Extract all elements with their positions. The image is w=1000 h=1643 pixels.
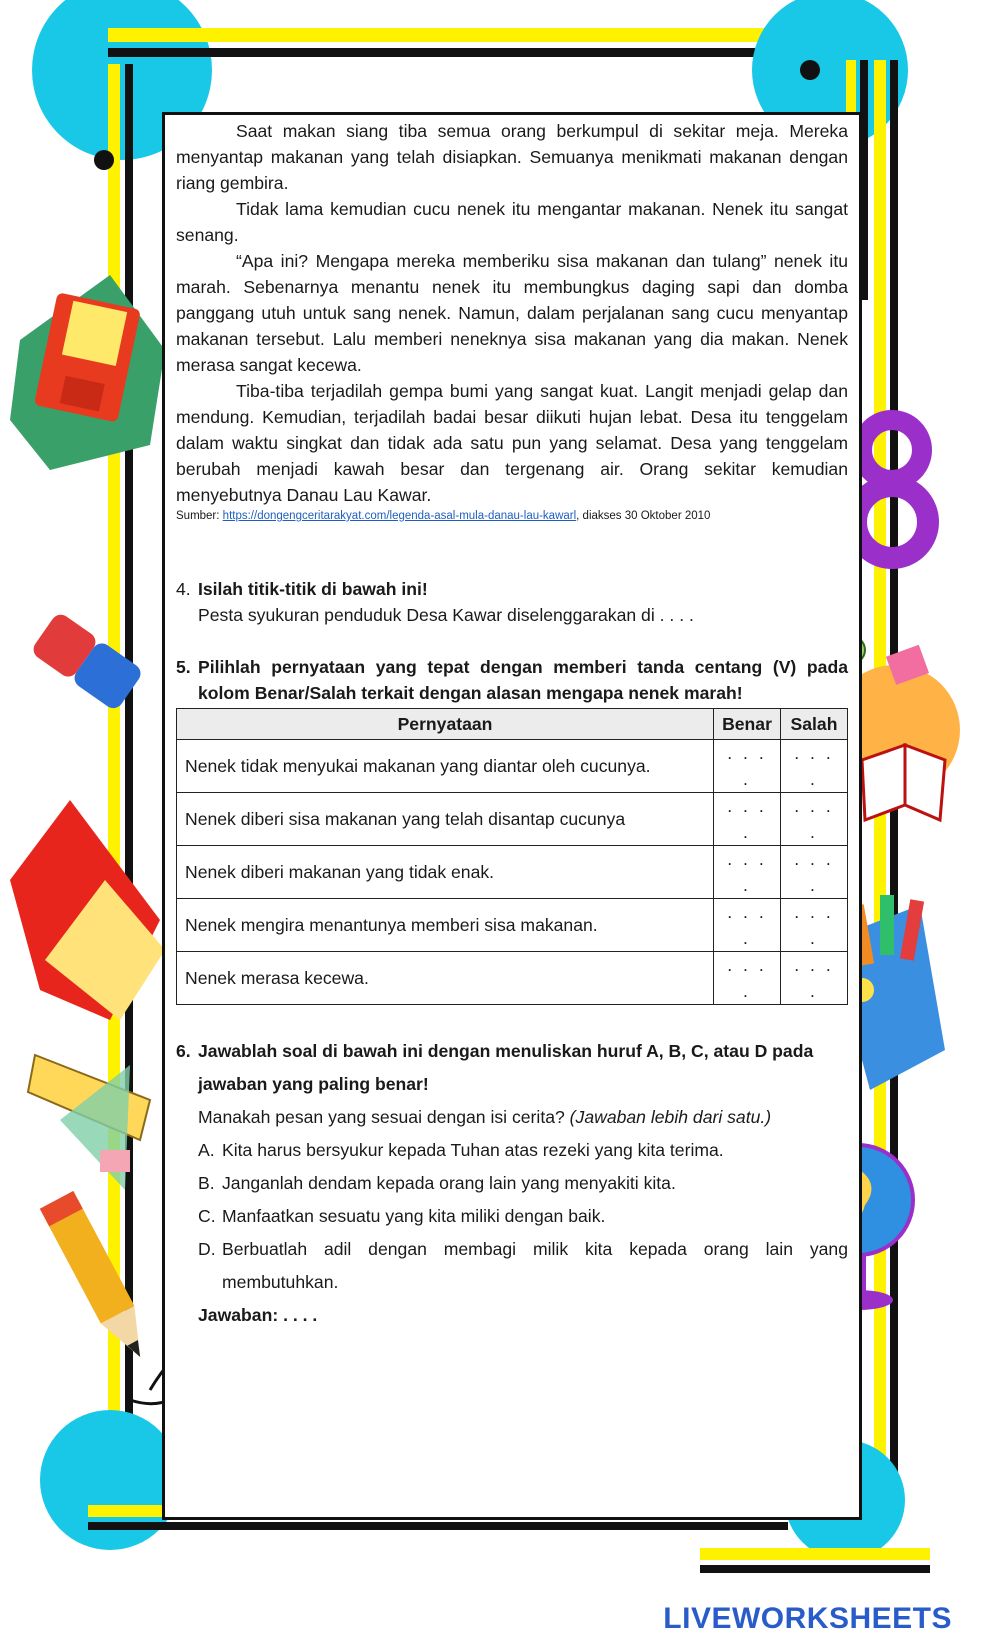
option-d[interactable]: [176, 1233, 848, 1299]
option-letter: C.: [198, 1206, 216, 1226]
notebook-clipart: [10, 800, 165, 1020]
table-row: [177, 952, 848, 1005]
floppy-disk-clipart: [10, 275, 165, 470]
column-header-benar: Benar: [714, 709, 781, 740]
question-4-prompt[interactable]: Pesta syukuran penduduk Desa Kawar diselenggarakan di . . . .: [198, 605, 694, 625]
black-dot: [800, 60, 820, 80]
source-link[interactable]: https://dongengceritarakyat.com/legenda-asal-mula-danau-lau-kawarl: [222, 510, 577, 522]
option-letter: D.: [198, 1239, 216, 1259]
statement-cell: Nenek diberi makanan yang tidak enak.: [177, 846, 714, 899]
salah-answer-cell[interactable]: . . . .: [781, 846, 848, 899]
benar-answer-cell[interactable]: . . . .: [714, 899, 781, 952]
option-text: Manfaatkan sesuatu yang kita miliki dengan baik.: [222, 1206, 606, 1226]
salah-answer-cell[interactable]: . . . .: [781, 793, 848, 846]
option-a[interactable]: [176, 1134, 848, 1167]
column-header-salah: Salah: [781, 709, 848, 740]
question-5-header: [176, 654, 848, 706]
statement-cell: Nenek diberi sisa makanan yang telah disantap cucunya: [177, 793, 714, 846]
benar-answer-cell[interactable]: . . . .: [714, 793, 781, 846]
table-row: [177, 793, 848, 846]
question-number: 5.: [176, 657, 191, 677]
source-accessed-date: , diakses 30 Oktober 2010: [576, 510, 711, 522]
statement-cell: Nenek merasa kecewa.: [177, 952, 714, 1005]
question-4: [176, 576, 848, 628]
pencil-clipart: [40, 1191, 157, 1366]
source-citation: [176, 508, 848, 524]
option-letter: A.: [198, 1140, 215, 1160]
story-paragraph: Saat makan siang tiba semua orang berkumpul di sekitar meja. Mereka menyantap makanan yang telah disiapkan. Semuanya menikmati makanan dengan riang gembira.: [176, 121, 848, 193]
salah-answer-cell[interactable]: . . . .: [781, 952, 848, 1005]
option-text: Kita harus bersyukur kepada Tuhan atas rezeki yang kita terima.: [222, 1140, 724, 1160]
benar-answer-cell[interactable]: . . . .: [714, 952, 781, 1005]
question-5: [176, 654, 848, 1005]
benar-answer-cell[interactable]: . . . .: [714, 846, 781, 899]
column-header-statement: Pernyataan: [177, 709, 714, 740]
question-instruction: Isilah titik-titik di bawah ini!: [198, 579, 428, 599]
option-b[interactable]: [176, 1167, 848, 1200]
question-note: (Jawaban lebih dari satu.): [569, 1107, 772, 1127]
question-6: [176, 1035, 848, 1332]
answer-field[interactable]: Jawaban: . . . .: [198, 1305, 318, 1325]
black-stripe: [125, 64, 133, 1494]
black-stripe: [108, 48, 788, 57]
question-text: Manakah pesan yang sesuai dengan isi cerita?: [198, 1107, 570, 1127]
option-text: Berbuatlah adil dengan membagi milik kita kepada orang lain yang membutuhkan.: [222, 1239, 848, 1292]
question-6-header: [176, 1035, 848, 1101]
liveworksheets-logo: [663, 1602, 952, 1636]
benar-answer-cell[interactable]: . . . .: [714, 740, 781, 793]
option-letter: B.: [198, 1173, 215, 1193]
story-paragraph: Tidak lama kemudian cucu nenek itu mengantar makanan. Nenek itu sangat senang.: [176, 199, 848, 245]
black-stripe: [88, 1522, 788, 1530]
question-instruction: Pilihlah pernyataan yang tepat dengan memberi tanda centang (V) pada kolom Benar/Salah terkait dengan alasan mengapa nenek marah!: [198, 657, 848, 703]
table-row: [177, 740, 848, 793]
question-4-header: [176, 576, 848, 602]
option-c[interactable]: [176, 1200, 848, 1233]
story-paragraph: Tiba-tiba terjadilah gempa bumi yang sangat kuat. Langit menjadi gelap dan mendung. Kemudian, terjadilah badai besar diikuti hujan lebat. Desa itu tenggelam dalam waktu singkat dan tidak ada satu pun yang selamat. Desa yang tenggelam berubah menjadi kawah besar dan tergenang air. Orang sekitar kemudian menyebutnya Danau Lau Kawar.: [176, 381, 848, 505]
statement-cell: Nenek tidak menyukai makanan yang diantar oleh cucunya.: [177, 740, 714, 793]
question-number: 4.: [176, 579, 191, 599]
question-instruction: Jawablah soal di bawah ini dengan menuliskan huruf A, B, C, atau D pada jawaban yang paling benar!: [198, 1041, 814, 1094]
table-row: [177, 846, 848, 899]
source-label: Sumber:: [176, 510, 223, 522]
black-stripe: [700, 1565, 930, 1573]
yellow-stripe: [108, 28, 788, 42]
option-text: Janganlah dendam kepada orang lain yang menyakiti kita.: [222, 1173, 676, 1193]
statement-cell: Nenek mengira menantunya memberi sisa makanan.: [177, 899, 714, 952]
yellow-stripe: [700, 1548, 930, 1560]
true-false-table: [176, 708, 848, 1005]
logo-text: LIVEWORKSHEETS: [663, 1602, 952, 1635]
black-dot: [94, 150, 114, 170]
question-number: 6.: [176, 1041, 191, 1061]
worksheet-content: [176, 118, 848, 1332]
table-row: [177, 899, 848, 952]
salah-answer-cell[interactable]: . . . .: [781, 740, 848, 793]
story-paragraph: “Apa ini? Mengapa mereka memberiku sisa makanan dan tulang” nenek itu marah. Sebenarnya menantu nenek itu membungkus daging sapi dan domba panggang utuh untuk sang nenek. Namun, dalam perjalanan sang cucu menyantap makanan tersebut. Lalu memberi neneknya sisa makanan yang dia makan. Nenek merasa sangat kecewa.: [176, 251, 848, 375]
table-header-row: [177, 709, 848, 740]
salah-answer-cell[interactable]: . . . .: [781, 899, 848, 952]
question-6-text: [176, 1101, 848, 1134]
